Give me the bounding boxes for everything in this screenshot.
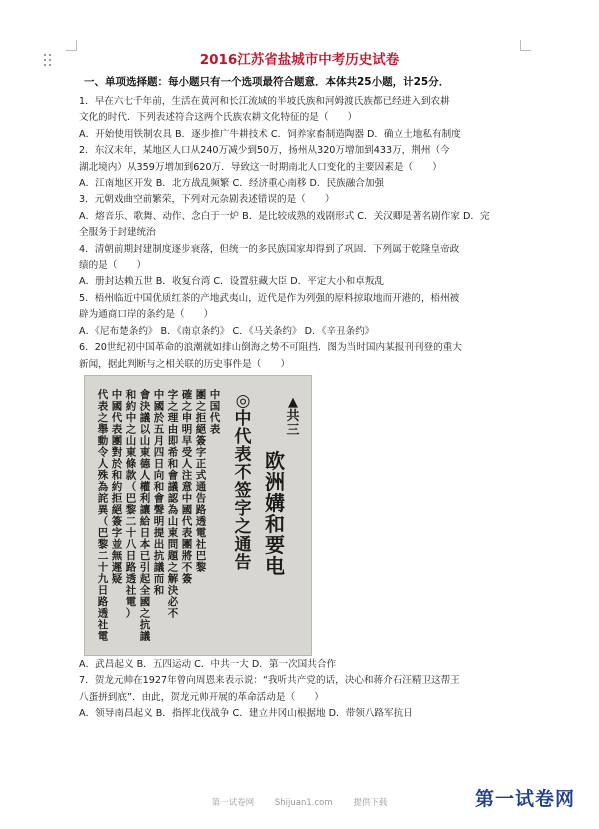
svg-text:為: 為 xyxy=(97,480,109,493)
svg-text:巴: 巴 xyxy=(125,492,137,505)
svg-text:和: 和 xyxy=(125,388,137,401)
svg-text:申: 申 xyxy=(181,411,193,424)
svg-text:媾: 媾 xyxy=(265,490,285,515)
svg-text:三: 三 xyxy=(286,422,300,438)
question-text: 4．清朝前期封建制度逐步衰落，但统一的多民族国家却得到了巩固．下列属于乾隆皇帝政 xyxy=(79,243,460,255)
svg-text:意: 意 xyxy=(181,480,193,493)
svg-text:德: 德 xyxy=(139,457,151,470)
svg-text:式: 式 xyxy=(195,469,207,482)
svg-text:約: 約 xyxy=(125,400,137,413)
svg-text:中: 中 xyxy=(209,388,221,401)
question-text: 八蛋拼到底”．由此，贺龙元帅开展的革命活动是（ ） xyxy=(79,691,324,703)
svg-text:中: 中 xyxy=(181,492,193,505)
svg-text:表: 表 xyxy=(111,423,123,436)
svg-text:字: 字 xyxy=(195,446,207,459)
svg-text:明: 明 xyxy=(181,423,193,436)
svg-text:字: 字 xyxy=(167,388,179,401)
svg-text:和: 和 xyxy=(167,457,179,470)
svg-text:即: 即 xyxy=(167,434,179,447)
svg-text:路: 路 xyxy=(97,595,109,608)
footer-note: 提供下载 xyxy=(353,798,388,808)
svg-text:电: 电 xyxy=(265,553,285,578)
svg-text:路: 路 xyxy=(125,561,137,574)
svg-text:透: 透 xyxy=(195,515,207,528)
svg-text:不: 不 xyxy=(167,607,179,620)
svg-text:二: 二 xyxy=(97,549,109,562)
svg-text:團: 團 xyxy=(181,538,193,551)
question-text: 辟为通商口岸的条约是（ ） xyxy=(79,309,214,321)
svg-text:對: 對 xyxy=(111,446,123,459)
svg-text:四: 四 xyxy=(153,446,165,459)
svg-text:引: 引 xyxy=(139,561,151,574)
svg-text:國: 國 xyxy=(139,595,151,608)
newspaper-body-column xyxy=(210,388,221,436)
svg-text:款: 款 xyxy=(125,469,137,482)
svg-text:於: 於 xyxy=(111,457,123,470)
svg-text:代: 代 xyxy=(111,411,123,424)
svg-text:東: 東 xyxy=(167,526,179,539)
svg-text:五: 五 xyxy=(153,423,165,436)
svg-text:會: 會 xyxy=(139,388,151,401)
svg-text:社: 社 xyxy=(195,538,207,551)
question-text: 5．梧州临近中国优质红茶的产地武夷山，近代是作为列强的原料掠取地而开港的，梧州被 xyxy=(79,292,460,304)
question-text: 文化的时代．下列表述符合这两个氏族农耕文化特征的是（ ） xyxy=(79,112,358,124)
section-heading: 一、单项选择题：每小题只有一个选项最符合题意．本体共25小题，计25分． xyxy=(84,76,450,88)
svg-text:團: 團 xyxy=(195,388,207,401)
svg-text:之: 之 xyxy=(167,400,179,413)
question-options: A．江南地区开发 B．北方战乱频繁 C．经济重心南移 D．民族融合加强 xyxy=(79,178,385,190)
svg-text:給: 給 xyxy=(139,515,151,528)
newspaper-body-column xyxy=(182,388,193,585)
svg-text:議: 議 xyxy=(153,561,165,574)
svg-text:字: 字 xyxy=(234,498,252,519)
svg-text:人: 人 xyxy=(139,469,151,482)
svg-text:國: 國 xyxy=(181,503,193,516)
svg-text:抗: 抗 xyxy=(139,618,151,631)
svg-text:由: 由 xyxy=(167,423,179,436)
svg-text:東: 東 xyxy=(139,446,151,459)
footer-site-name: 第一试卷网 xyxy=(211,798,255,808)
svg-text:本: 本 xyxy=(139,538,151,551)
svg-text:黎: 黎 xyxy=(97,538,109,551)
svg-text:無: 無 xyxy=(111,549,123,562)
svg-text:電: 電 xyxy=(195,526,207,539)
newspaper-clipping-svg xyxy=(85,376,311,655)
svg-text:中: 中 xyxy=(153,388,165,401)
svg-text:利: 利 xyxy=(139,492,151,505)
svg-text:簽: 簽 xyxy=(181,572,193,585)
svg-text:拒: 拒 xyxy=(111,492,123,505)
svg-text:問: 問 xyxy=(167,538,179,551)
svg-text:明: 明 xyxy=(153,515,165,528)
svg-text:之: 之 xyxy=(139,607,151,620)
svg-text:確: 確 xyxy=(181,388,193,401)
svg-text:疑: 疑 xyxy=(111,572,123,585)
svg-text:正: 正 xyxy=(195,457,207,470)
page-title: 2016江苏省盐城市中考历史试卷 xyxy=(199,52,400,68)
svg-text:不: 不 xyxy=(181,561,193,574)
svg-text:◎: ◎ xyxy=(235,390,251,411)
svg-text:會: 會 xyxy=(167,469,179,482)
svg-text:和: 和 xyxy=(111,469,123,482)
svg-text:電: 電 xyxy=(125,595,137,608)
svg-text:通: 通 xyxy=(195,480,207,493)
svg-text:人: 人 xyxy=(181,457,193,470)
svg-text:以: 以 xyxy=(139,423,151,436)
svg-text:電: 電 xyxy=(97,630,109,643)
svg-text:詫: 詫 xyxy=(97,492,109,505)
svg-text:）: ） xyxy=(125,607,137,620)
newspaper-body-column xyxy=(195,388,207,574)
svg-text:議: 議 xyxy=(139,630,151,643)
svg-text:抗: 抗 xyxy=(153,549,165,562)
question-options: 全服务于封建统治 xyxy=(79,227,156,239)
question-text: 3．元朝戏曲空前繁荣，下列对元杂剧表述错误的是（ ） xyxy=(79,194,335,206)
svg-text:之: 之 xyxy=(97,411,109,424)
svg-text:簽: 簽 xyxy=(195,434,207,447)
svg-text:（: （ xyxy=(125,480,137,493)
newspaper-body-column xyxy=(167,388,179,620)
svg-text:絕: 絕 xyxy=(111,503,123,516)
svg-text:签: 签 xyxy=(234,480,252,501)
svg-text:山: 山 xyxy=(167,515,179,528)
svg-text:而: 而 xyxy=(153,572,165,585)
question-options: A．册封达赖五世 B．收复台湾 C．设置驻藏大臣 D．平定大小和卓叛乱 xyxy=(79,276,385,288)
question-text: 湖北境内）从359万增加到620万．导致这一时期南北人口变化的主要因素是（ ） xyxy=(79,161,442,173)
svg-text:理: 理 xyxy=(167,411,179,424)
svg-text:舉: 舉 xyxy=(97,423,109,436)
question-text: 1．早在六七千年前，生活在黄河和长江流域的半坡氏族和河姆渡氏族都已经进入到农耕 xyxy=(79,96,450,107)
svg-text:表: 表 xyxy=(97,400,109,413)
svg-text:洲: 洲 xyxy=(265,469,285,494)
question-text: 新闻，据此判断与之相关联的历史事件是（ ） xyxy=(79,358,291,370)
svg-text:黎: 黎 xyxy=(195,561,207,574)
svg-text:日: 日 xyxy=(97,584,109,597)
svg-text:殊: 殊 xyxy=(97,469,109,482)
svg-text:議: 議 xyxy=(167,480,179,493)
svg-text:山: 山 xyxy=(139,434,151,447)
question-text: 2．东汉末年，某地区人口从240万减少到50万，扬州从320万增加到433万，荆州（今 xyxy=(79,145,450,157)
svg-text:議: 議 xyxy=(139,411,151,424)
svg-text:遲: 遲 xyxy=(111,561,123,574)
svg-text:表: 表 xyxy=(209,423,221,436)
newspaper-clipping-image xyxy=(84,375,312,656)
svg-text:国: 国 xyxy=(209,400,221,413)
svg-text:為: 為 xyxy=(167,503,179,516)
svg-text:日: 日 xyxy=(153,457,165,470)
svg-text:要: 要 xyxy=(265,532,285,557)
question-options: A．武昌起义 B．五四运动 C．中共一大 D．第一次国共合作 xyxy=(79,658,337,670)
svg-text:異: 異 xyxy=(97,503,109,516)
question-text: 7．贺龙元帅在1927年曾向周恩来表示说：“我听共产党的话，决心和蒋介石汪精卫这帮王 xyxy=(79,675,460,687)
svg-text:八: 八 xyxy=(125,538,137,551)
svg-text:十: 十 xyxy=(125,526,137,539)
newspaper-body-column xyxy=(97,388,109,643)
question-options: A．开始使用铁制农具 B．逐步推广牛耕技术 C．饲养家畜制造陶器 D．确立土地私有制度 xyxy=(79,128,461,140)
svg-text:團: 團 xyxy=(111,434,123,447)
svg-text:中: 中 xyxy=(125,411,137,424)
svg-text:條: 條 xyxy=(125,457,137,470)
svg-text:和: 和 xyxy=(265,511,285,536)
svg-text:欧: 欧 xyxy=(265,448,285,473)
question-options: A．熔音乐、歌舞、动作、念白于一炉 B．是比较成熟的戏剧形式 C．关汉卿是著名剧作家 D．完 xyxy=(79,210,490,222)
svg-text:國: 國 xyxy=(153,400,165,413)
newspaper-subheadline xyxy=(234,391,253,573)
svg-text:表: 表 xyxy=(181,526,193,539)
svg-text:社: 社 xyxy=(97,618,109,631)
svg-text:拒: 拒 xyxy=(195,411,207,424)
newspaper-headline-tag xyxy=(286,395,299,438)
svg-text:已: 已 xyxy=(139,549,151,562)
svg-text:中: 中 xyxy=(111,388,123,401)
svg-text:黎: 黎 xyxy=(125,503,137,516)
svg-text:日: 日 xyxy=(125,549,137,562)
svg-text:並: 並 xyxy=(111,538,123,551)
svg-text:會: 會 xyxy=(153,492,165,505)
svg-text:將: 將 xyxy=(181,549,193,562)
svg-text:告: 告 xyxy=(195,492,207,505)
svg-text:山: 山 xyxy=(125,434,137,447)
svg-text:讓: 讓 xyxy=(139,503,151,516)
svg-text:絕: 絕 xyxy=(195,423,207,436)
svg-text:字: 字 xyxy=(111,526,123,539)
watermark-logo: 第一试卷网 xyxy=(474,788,575,810)
svg-text:和: 和 xyxy=(153,584,165,597)
svg-text:十: 十 xyxy=(97,561,109,574)
svg-text:通: 通 xyxy=(234,534,252,555)
svg-text:東: 東 xyxy=(125,446,137,459)
svg-text:代: 代 xyxy=(234,426,252,447)
svg-text:月: 月 xyxy=(153,434,165,447)
svg-text:權: 權 xyxy=(139,480,151,493)
question-text: 6．20世纪初中国革命的浪潮就如排山倒海之势不可阻挡．图为当时国内某报刊刊登的重大 xyxy=(79,342,462,354)
svg-text:和: 和 xyxy=(153,480,165,493)
svg-text:解: 解 xyxy=(167,572,179,585)
svg-text:九: 九 xyxy=(97,572,109,585)
svg-text:決: 決 xyxy=(139,400,151,413)
svg-text:早: 早 xyxy=(181,434,193,447)
svg-text:代: 代 xyxy=(181,515,193,528)
svg-text:代: 代 xyxy=(97,388,109,401)
svg-text:全: 全 xyxy=(139,584,151,597)
svg-text:國: 國 xyxy=(111,400,123,413)
svg-text:透: 透 xyxy=(125,572,137,585)
newspaper-body-column xyxy=(125,388,137,620)
svg-text:日: 日 xyxy=(139,526,151,539)
svg-text:路: 路 xyxy=(195,503,207,516)
svg-text:受: 受 xyxy=(181,446,193,459)
svg-text:之: 之 xyxy=(125,423,137,436)
svg-text:題: 題 xyxy=(167,549,179,562)
svg-text:（: （ xyxy=(97,515,109,528)
svg-text:巴: 巴 xyxy=(97,526,109,539)
svg-text:▲: ▲ xyxy=(288,394,298,410)
svg-text:共: 共 xyxy=(286,408,300,424)
svg-text:中: 中 xyxy=(234,408,252,429)
svg-text:不: 不 xyxy=(234,462,252,483)
svg-text:起: 起 xyxy=(139,572,151,585)
svg-text:約: 約 xyxy=(111,480,123,493)
newspaper-body-column xyxy=(139,388,151,643)
newspaper-body-column xyxy=(111,388,123,585)
svg-text:社: 社 xyxy=(125,584,137,597)
svg-text:透: 透 xyxy=(97,607,109,620)
svg-text:巴: 巴 xyxy=(195,549,207,562)
svg-text:人: 人 xyxy=(97,457,109,470)
svg-text:決: 決 xyxy=(167,584,179,597)
svg-text:之: 之 xyxy=(167,561,179,574)
svg-text:向: 向 xyxy=(153,469,165,482)
svg-text:之: 之 xyxy=(195,400,207,413)
svg-text:簽: 簽 xyxy=(111,515,123,528)
svg-text:注: 注 xyxy=(181,469,193,482)
newspaper-headline xyxy=(265,449,285,578)
svg-text:告: 告 xyxy=(234,552,252,573)
svg-text:聲: 聲 xyxy=(153,503,165,516)
svg-text:之: 之 xyxy=(181,400,193,413)
svg-text:希: 希 xyxy=(167,446,179,459)
svg-text:動: 動 xyxy=(97,434,109,447)
svg-text:出: 出 xyxy=(153,538,165,551)
svg-text:之: 之 xyxy=(234,516,252,537)
svg-text:代: 代 xyxy=(209,411,221,424)
newspaper-body-column xyxy=(154,388,165,597)
question-options: A．领导南昌起义 B．指挥北伐战争 C．建立井冈山根据地 D．带领八路军抗日 xyxy=(79,708,413,720)
svg-text:二: 二 xyxy=(125,515,137,528)
footer-url: Shijuan1.com xyxy=(274,798,333,808)
svg-text:必: 必 xyxy=(167,595,179,608)
question-list xyxy=(79,94,511,723)
question-text: 绩的是（ ） xyxy=(79,260,147,272)
svg-text:於: 於 xyxy=(153,411,165,424)
svg-text:提: 提 xyxy=(153,526,165,539)
svg-text:表: 表 xyxy=(234,444,252,465)
svg-text:認: 認 xyxy=(167,492,179,505)
question-options: A．《尼布楚条约》 B．《南京条约》 C．《马关条约》 D．《辛丑条约》 xyxy=(79,325,375,337)
svg-text:令: 令 xyxy=(97,446,109,459)
